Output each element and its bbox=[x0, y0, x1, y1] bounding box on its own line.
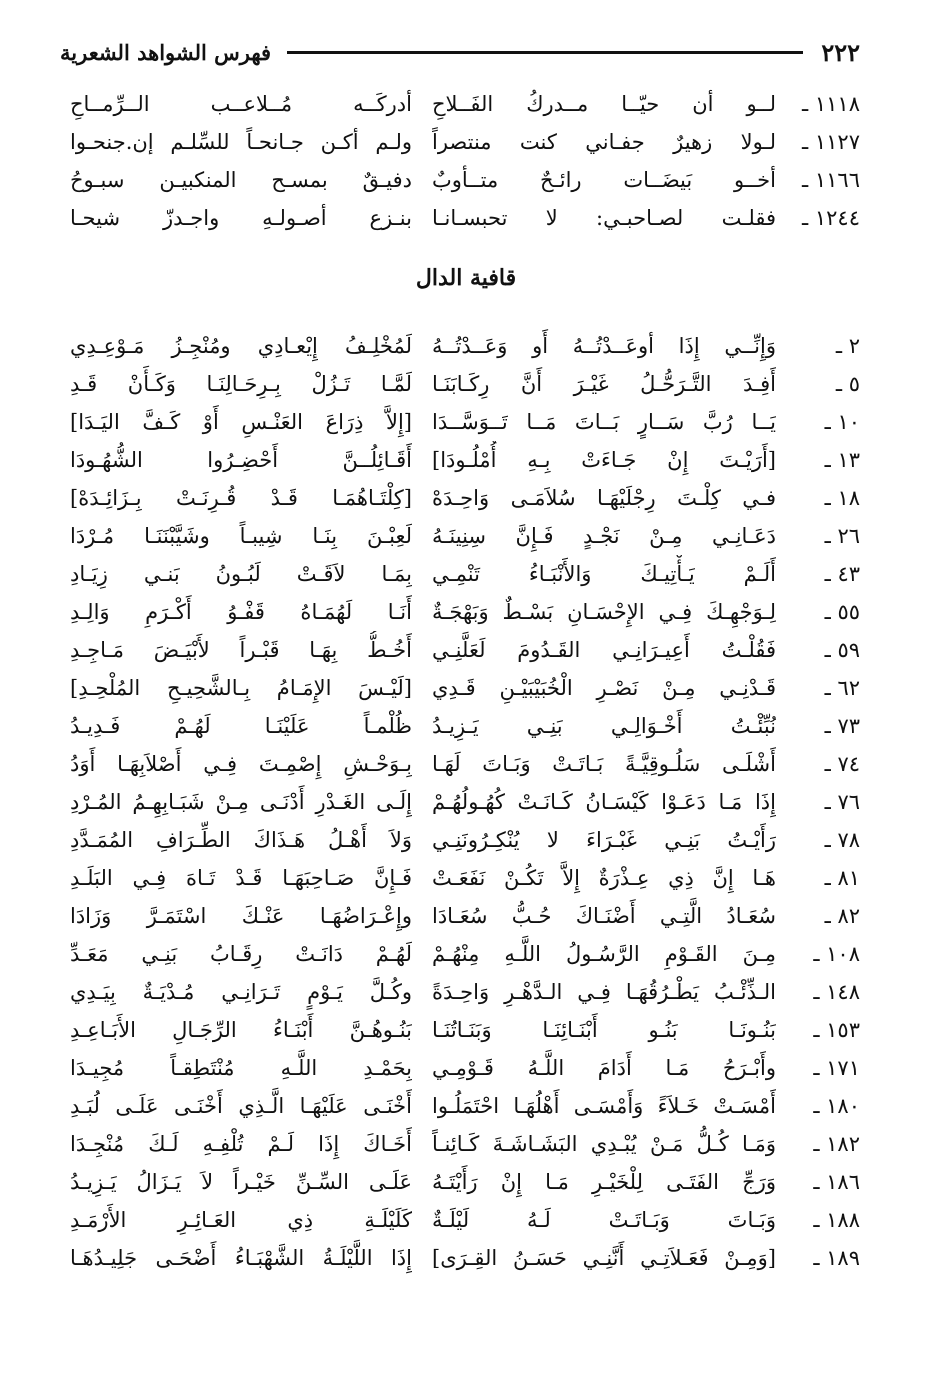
first-hemistich: نُبِّئْـتُ أَخْـوَالِـي بَنِـي يَـزِيـدُ bbox=[432, 714, 776, 738]
verse-row bbox=[70, 973, 860, 1011]
second-hemistich: أَقَـائِلُــنَّ أَحْضِـرُوا الشُّهُـودَا bbox=[70, 448, 412, 472]
verse-number: ١١٢٧ ـ bbox=[802, 130, 860, 154]
verse-row bbox=[70, 479, 860, 517]
second-hemistich: إِذَا اللَّيْلَـةُ الشَّهْبَـاءُ أَضْحَـى جَلِيـدُهَـا bbox=[70, 1246, 412, 1270]
verse-number: ١٨٢ ـ bbox=[813, 1132, 860, 1156]
verse-number: ١٠٨ ـ bbox=[813, 942, 860, 966]
verse-row bbox=[70, 85, 860, 123]
verse-number: ٧٦ ـ bbox=[824, 790, 860, 814]
verse-number: ٥٩ ـ bbox=[824, 638, 860, 662]
verse-row bbox=[70, 365, 860, 403]
verse-row bbox=[70, 859, 860, 897]
verse-row bbox=[70, 1087, 860, 1125]
verse-number: ٢ ـ bbox=[835, 334, 860, 358]
second-hemistich: ظُلْمـاً عَلَيْنَـا لَهُـمْ فَـدِيـدُ bbox=[70, 714, 412, 738]
verse-row bbox=[70, 745, 860, 783]
verse-number: ١٥٣ ـ bbox=[813, 1018, 860, 1042]
verse-row bbox=[70, 199, 860, 237]
first-hemistich: [وَمِـنْ فَعَـلاَتِـي أَنَّنِـي حَسَـنُ القِـرَى] bbox=[432, 1246, 776, 1270]
first-hemistich: إِذَا مَـا دَعَـوْا كَيْسَـانُ كَـانَـتْ كُهُـولُهُـمْ bbox=[432, 790, 776, 814]
second-hemistich: أدركَــه مُــلاعــب الــرِّمــاحِ bbox=[70, 92, 412, 116]
second-hemistich: ولـم أكـن جـانحـاً للسِّلـم إن.جنحـوا bbox=[70, 130, 412, 154]
second-hemistich: لَمُخْلِـفُ إِيْعـادِي ومُنْجِـزُ مَـوْعِـدِي bbox=[70, 334, 412, 358]
second-hemistich: وإِعْـرَاضُهَـا عَنْـكَ اسْتَمَـرَّ وَزَادَا bbox=[70, 904, 412, 928]
verse-number: ١٧١ ـ bbox=[813, 1056, 860, 1080]
section-heading: قافية الدال bbox=[415, 265, 517, 291]
second-hemistich: أَخْنَـى عَلَيْهَـا الَّـذِي أَخْنَـى عَلَـى لُبَـدِ bbox=[70, 1094, 412, 1118]
first-hemistich: وَبَـاتَ وَبَـاتَـتْ لَـهُ لَيْلَـةٌ bbox=[432, 1208, 776, 1232]
first-hemistich: الـذِّئْـبُ يَطْـرُقُهَـا فِـي الـدَّهْـرِ وَاحِـدَةً bbox=[432, 980, 776, 1004]
verse-number: ٨٢ ـ bbox=[824, 904, 860, 928]
verse-row bbox=[70, 1011, 860, 1049]
second-hemistich: وكُـلَّ يَـوْمٍ تَـرَانِـي مُـدْيَـةٌ بِيَـدِي bbox=[70, 980, 412, 1004]
second-hemistich: بِحَمْـدِ اللَّـهِ مُنْتَطِقـاً مُجِيـدَا bbox=[70, 1056, 412, 1080]
second-hemistich: أَخَـاكَ إِذَا لَـمْ تُلْفِـهِ لَـكَ مُنْجِـدَا bbox=[70, 1132, 412, 1156]
first-hemistich: وَمَـا كُـلُّ مَـنْ يُبْـدِي البَشَـاشَـةَ كَـائِنـاً bbox=[432, 1132, 776, 1156]
second-hemistich: [لَيْـسَ الإِمَـامُ بِـالشَّحِيـحِ المُلْحِـدِ] bbox=[70, 676, 412, 700]
first-hemistich: مِـنَ القَـوْمِ الرَّسُـولُ اللَّـهِ مِنْهُـمْ bbox=[432, 942, 776, 966]
verse-number: ١٨٠ ـ bbox=[813, 1094, 860, 1118]
verse-row bbox=[70, 631, 860, 669]
verse-row bbox=[70, 1125, 860, 1163]
first-hemistich: لِـوَجْهِـكَ فِـي الإِحْسَـانِ بَسْـطٌ وَبَهْجَـةٌ bbox=[432, 600, 776, 624]
verse-number: ١٢٤٤ ـ bbox=[802, 206, 860, 230]
verse-number: ٤٣ ـ bbox=[824, 562, 860, 586]
first-hemistich: قَـدْنِـي مِـنْ نَصْـرِ الْخُبَيْبَيْـنِ قَـدِي bbox=[432, 676, 776, 700]
second-hemistich: [إِلاَّ ذِرَاعَ العَنْـسِ أَوْ كَـفَّ اليَـدَا] bbox=[70, 410, 412, 434]
verse-row bbox=[70, 935, 860, 973]
verse-row bbox=[70, 517, 860, 555]
verse-number: ١١١٨ ـ bbox=[802, 92, 860, 116]
second-hemistich: بنـزع أصـولـهِ واجـدزّ شيحـا bbox=[70, 206, 412, 230]
second-hemistich: [كِلْتَـاهُمَـا قَـدْ قُـرِنَـتْ بِـزَائِـدَهْ] bbox=[70, 486, 412, 510]
first-hemistich: لـولا زهيرٌ جفـاني كنت منتصراً bbox=[432, 130, 776, 154]
verse-number: ١٨٨ ـ bbox=[813, 1208, 860, 1232]
second-hemistich: بَنُـوهُـنَّ أَبْنَـاءُ الرِّجَـالِ الأَبَـاعِـدِ bbox=[70, 1018, 412, 1042]
verse-number: ٢٦ ـ bbox=[824, 524, 860, 548]
verse-number: ١٠ ـ bbox=[824, 410, 860, 434]
first-hemistich: فقلـت لصـاحبـي: لا تحبسـانـا bbox=[432, 206, 776, 230]
verse-row bbox=[70, 669, 860, 707]
verse-number: ٨١ ـ bbox=[824, 866, 860, 890]
second-hemistich: أَنَـا لَهُمَـاهُ قَفْـوُ أَكْـرَمِ وَالِـدِ bbox=[70, 600, 412, 624]
verse-row bbox=[70, 593, 860, 631]
verse-row bbox=[70, 403, 860, 441]
second-hemistich: بِـوَحْـشِ إِصْمِـتَ فِـي أَصْلاَبِهَـا أَوَدُ bbox=[70, 752, 412, 776]
verse-row bbox=[70, 441, 860, 479]
second-hemistich: بِمَـا لاَقَـتْ لَبُـونُ بَنـي زِيَـادِ bbox=[70, 562, 412, 586]
verse-number: ١٣ ـ bbox=[824, 448, 860, 472]
second-hemistich: دفيـقٌ بمسـح المنكبيـن سبـوحُ bbox=[70, 168, 412, 192]
first-hemistich: رَأَيْـتُ بَنِـي غَبْـرَاءَ لا يُنْكِـرُونَنِـي bbox=[432, 828, 776, 852]
page-number: ٢٢٢ bbox=[821, 37, 860, 67]
second-hemistich: فَـإِنَّ صَـاحِبَهَـا قَـدْ تَـاهَ فِـي البَلَـدِ bbox=[70, 866, 412, 890]
verse-number: ١١٦٦ ـ bbox=[802, 168, 860, 192]
verse-number: ٧٤ ـ bbox=[824, 752, 860, 776]
verse-row bbox=[70, 327, 860, 365]
verse-number: ١٨٦ ـ bbox=[813, 1170, 860, 1194]
verse-number: ١٨٩ ـ bbox=[813, 1246, 860, 1270]
verse-number: ٥٥ ـ bbox=[824, 600, 860, 624]
verse-number: ٧٨ ـ bbox=[824, 828, 860, 852]
verse-row bbox=[70, 555, 860, 593]
second-hemistich: كَلَيْلَـةِ ذِي العَـائِـرِ الأَرْمَـدِ bbox=[70, 1208, 412, 1232]
running-title: فهرس الشواهد الشعرية bbox=[60, 39, 272, 65]
first-hemistich: [أَرَيْـتَ إِنْ جَـاءَتْ بِـهِ أُمْلُـودَا] bbox=[432, 448, 776, 472]
page-header bbox=[60, 32, 860, 72]
verses-dal-block bbox=[70, 327, 860, 1277]
verse-row bbox=[70, 1163, 860, 1201]
second-hemistich: عَلَـى السِّـنِّ خَيْـراً لاَ يَـزَالُ يَـزِيـدُ bbox=[70, 1170, 412, 1194]
verse-number: ٧٣ ـ bbox=[824, 714, 860, 738]
verses-top-block bbox=[70, 85, 860, 237]
verse-row bbox=[70, 161, 860, 199]
second-hemistich: وَلاَ أَهْـلُ هَـذَاكَ الطِّـرَافِ المُمَـدَّدِ bbox=[70, 828, 412, 852]
first-hemistich: دَعَـانِـي مِـنْ نَجْـدٍ فَـإِنَّ سِنِينَـهُ bbox=[432, 524, 776, 548]
first-hemistich: أَشْلَـى سَلُـوقِيَّـةً بَـاتَـتْ وَبَـاتَ لَهَـا bbox=[432, 752, 776, 776]
first-hemistich: فَقُلْـتُ أَعِيـرَانِـي القَـدُومَ لَعَلَّنِـي bbox=[432, 638, 776, 662]
first-hemistich: هَـا إِنَّ ذِي عِـذْرَةٌ إِلاَّ تَكُـنْ نَفَعَـتْ bbox=[432, 866, 776, 890]
first-hemistich: سُعَـادُ الَّتِـي أَضْنَـاكَ حُـبُّ سُعَـادَا bbox=[432, 904, 776, 928]
first-hemistich: وأَبْـرَحُ مَـا أَدَامَ اللَّـهُ قَـوْمِـي bbox=[432, 1056, 776, 1080]
first-hemistich: أَلَـمْ يَـأْتِيـكَ وَالأَنْبَـاءُ تَنْمِـي bbox=[432, 562, 776, 586]
verse-row bbox=[70, 897, 860, 935]
verse-number: ١٨ ـ bbox=[824, 486, 860, 510]
verse-number: ٥ ـ bbox=[835, 372, 860, 396]
second-hemistich: لَهُـمْ دَانَـتْ رِقَـابُ بَنِـي مَعَـدِّ bbox=[70, 942, 412, 966]
verse-row bbox=[70, 1201, 860, 1239]
verse-row bbox=[70, 707, 860, 745]
first-hemistich: يَــا رُبَّ سَــارٍ بَــاتَ مَــا تَــوَسَّــدَا bbox=[432, 410, 776, 434]
first-hemistich: فـي كِلْـتَ رِجْلَيْهَـا سُلاَمَـى وَاحِـدَهْ bbox=[432, 486, 776, 510]
first-hemistich: أخــو بَيضَــات رائـحٌ متــأوبٌ bbox=[432, 168, 776, 192]
first-hemistich: بَنُـونَـا بَنُـو أَبْنَـائِنَـا وَبَنَـاتُنَـا bbox=[432, 1018, 776, 1042]
second-hemistich: لَمَّـا تَـزُلْ بِـرِحَـالِنَـا وَكَـأَنْ قَـدِ bbox=[70, 372, 412, 396]
verse-row bbox=[70, 1049, 860, 1087]
verse-row bbox=[70, 783, 860, 821]
first-hemistich: لــو أن حيّــا مــدركُ الفَــلاحِ bbox=[432, 92, 776, 116]
second-hemistich: إِلَـى الغَـدْرِ أَدْنَـى مِـنْ شَبَـابِهِـمُ المُـرْدِ bbox=[70, 790, 412, 814]
verse-number: ١٤٨ ـ bbox=[813, 980, 860, 1004]
second-hemistich: أَخُـطُّ بِهَـا قَبْـراً لأَبْيَـضَ مَـاجِـدِ bbox=[70, 638, 412, 662]
verse-number: ٦٢ ـ bbox=[824, 676, 860, 700]
first-hemistich: وَإِنِّــي إِذَا أوعَــدْتُــهُ أَو وَعَــدْتُــهُ bbox=[432, 334, 776, 358]
second-hemistich: لَعِبْـنَ بِنَـا شِيبـاً وشَيَّبْنَنَـا مُـرْدَا bbox=[70, 524, 412, 548]
header-rule bbox=[287, 51, 803, 54]
verse-row bbox=[70, 821, 860, 859]
first-hemistich: أَمْسَـتْ خَـلاَءً وَأَمْسَـى أَهْلُهَـا احْتَمَلُـوا bbox=[432, 1094, 776, 1118]
first-hemistich: وَرَجِّ الفَتَـى لِلْخَيْـرِ مَـا إِنْ رَأَيْتَـهُ bbox=[432, 1170, 776, 1194]
verse-row bbox=[70, 1239, 860, 1277]
verse-row bbox=[70, 123, 860, 161]
first-hemistich: أَفِـدَ التَّـرَحُّـلُ غَيْـرَ أَنَّ رِكَـابَنَـا bbox=[432, 372, 776, 396]
